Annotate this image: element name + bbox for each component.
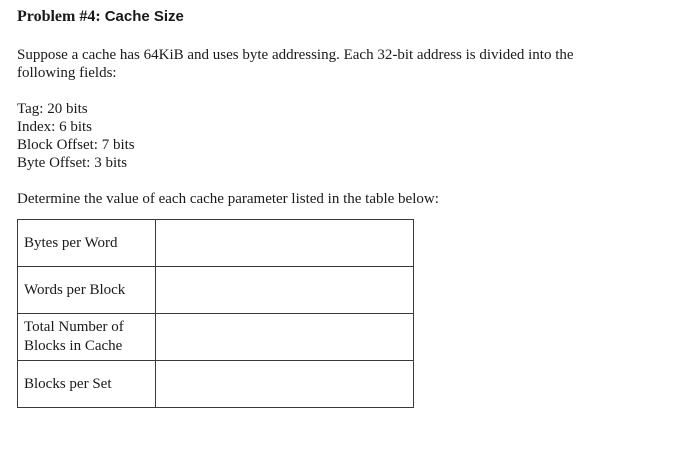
row-label-total-blocks bbox=[18, 314, 156, 361]
document-page bbox=[17, 6, 667, 392]
question-paragraph: Determine the value of each cache parameter listed in the table below: bbox=[17, 191, 439, 207]
row-label-words-per-block: Words per Block bbox=[18, 267, 156, 314]
answer-cell-total-blocks[interactable] bbox=[156, 314, 414, 361]
table-row bbox=[18, 267, 414, 314]
answer-cell-bytes-per-word[interactable] bbox=[156, 220, 414, 267]
address-fields-list bbox=[17, 100, 667, 172]
row-label-total-blocks-line1: Total Number of bbox=[24, 319, 124, 335]
table-row bbox=[18, 220, 414, 267]
field-byte-offset: Byte Offset: 3 bits bbox=[17, 155, 128, 171]
field-block-offset: Block Offset: 7 bits bbox=[17, 137, 135, 153]
cache-parameter-table bbox=[17, 219, 414, 408]
table-row bbox=[18, 314, 414, 361]
row-label-total-blocks-line2: Blocks in Cache bbox=[24, 338, 123, 354]
field-index: Index: 6 bits bbox=[17, 119, 92, 135]
answer-cell-words-per-block[interactable] bbox=[156, 267, 414, 314]
row-label-blocks-per-set: Blocks per Set bbox=[18, 361, 156, 408]
problem-title bbox=[17, 6, 667, 28]
field-tag: Tag: 20 bits bbox=[17, 101, 88, 117]
table-row bbox=[18, 361, 414, 408]
problem-subtitle: Cache Size bbox=[104, 8, 184, 25]
answer-cell-blocks-per-set[interactable] bbox=[156, 361, 414, 408]
problem-label: Problem #4: bbox=[17, 8, 101, 25]
intro-paragraph: Suppose a cache has 64KiB and uses byte addressing. Each 32-bit address is divided into the following fields: bbox=[17, 47, 574, 81]
row-label-bytes-per-word: Bytes per Word bbox=[18, 220, 156, 267]
